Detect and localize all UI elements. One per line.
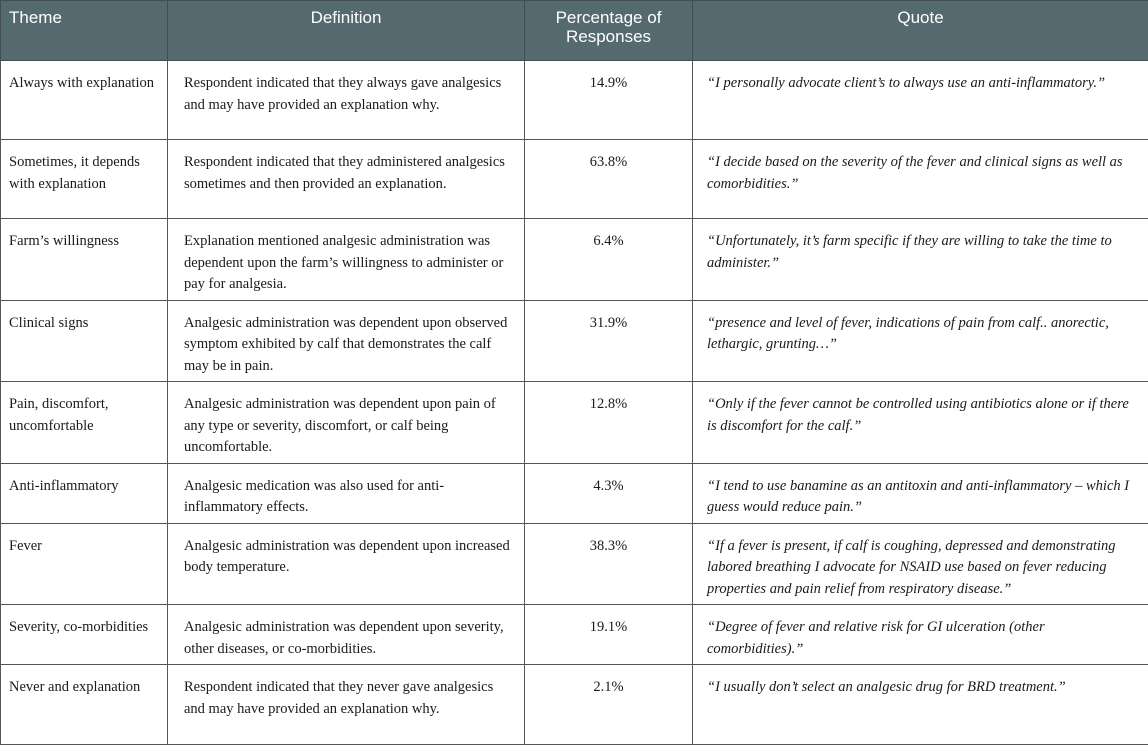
theme-cell: Never and explanation <box>1 665 168 745</box>
definition-cell: Analgesic administration was dependent upon increased body temperature. <box>168 523 525 605</box>
definition-cell: Analgesic medication was also used for anti-inflammatory effects. <box>168 463 525 523</box>
quote-cell: “presence and level of fever, indications of pain from calf.. anorectic, lethargic, grunting…” <box>693 300 1148 382</box>
table-body <box>1 61 1148 745</box>
percentage-cell: 19.1% <box>525 605 693 665</box>
quote-cell: “I decide based on the severity of the fever and clinical signs as well as comorbidities.” <box>693 140 1148 219</box>
theme-cell: Sometimes, it depends with explanation <box>1 140 168 219</box>
table-row <box>1 463 1148 523</box>
table-row <box>1 665 1148 745</box>
percentage-cell: 38.3% <box>525 523 693 605</box>
theme-cell: Always with explanation <box>1 61 168 140</box>
percentage-cell: 6.4% <box>525 219 693 301</box>
table-row <box>1 523 1148 605</box>
header-theme: Theme <box>1 1 168 61</box>
header-row <box>1 1 1148 61</box>
quote-cell: “I usually don’t select an analgesic drug for BRD treatment.” <box>693 665 1148 745</box>
percentage-cell: 31.9% <box>525 300 693 382</box>
theme-cell: Clinical signs <box>1 300 168 382</box>
theme-cell: Severity, co-morbidities <box>1 605 168 665</box>
definition-cell: Analgesic administration was dependent upon severity, other diseases, or co-morbidities. <box>168 605 525 665</box>
quote-cell: “I personally advocate client’s to always use an anti-inflammatory.” <box>693 61 1148 140</box>
quote-cell: “Unfortunately, it’s farm specific if they are willing to take the time to administer.” <box>693 219 1148 301</box>
definition-cell: Analgesic administration was dependent upon observed symptom exhibited by calf that demonstrates the calf may be in pain. <box>168 300 525 382</box>
percentage-cell: 14.9% <box>525 61 693 140</box>
definition-cell: Respondent indicated that they administered analgesics sometimes and then provided an explanation. <box>168 140 525 219</box>
definition-cell: Analgesic administration was dependent upon pain of any type or severity, discomfort, or calf being uncomfortable. <box>168 382 525 464</box>
table-row <box>1 382 1148 464</box>
header-definition: Definition <box>168 1 525 61</box>
table-row <box>1 219 1148 301</box>
quote-cell: “If a fever is present, if calf is coughing, depressed and demonstrating labored breathing I advocate for NSAID use based on fever reducing properties and pain relief from respiratory disease.” <box>693 523 1148 605</box>
percentage-cell: 4.3% <box>525 463 693 523</box>
table-header <box>1 1 1148 61</box>
header-percentage: Percentage of Responses <box>525 1 693 61</box>
header-quote: Quote <box>693 1 1148 61</box>
theme-cell: Farm’s willingness <box>1 219 168 301</box>
quote-cell: “Only if the fever cannot be controlled using antibiotics alone or if there is discomfort for the calf.” <box>693 382 1148 464</box>
quote-cell: “I tend to use banamine as an antitoxin and anti-inflammatory – which I guess would reduce pain.” <box>693 463 1148 523</box>
table-row <box>1 300 1148 382</box>
theme-cell: Anti-inflammatory <box>1 463 168 523</box>
percentage-cell: 2.1% <box>525 665 693 745</box>
percentage-cell: 12.8% <box>525 382 693 464</box>
definition-cell: Respondent indicated that they always gave analgesics and may have provided an explanation why. <box>168 61 525 140</box>
theme-cell: Fever <box>1 523 168 605</box>
table-row <box>1 61 1148 140</box>
definition-cell: Explanation mentioned analgesic administration was dependent upon the farm’s willingness to administer or pay for analgesia. <box>168 219 525 301</box>
theme-cell: Pain, discomfort, uncomfortable <box>1 382 168 464</box>
definition-cell: Respondent indicated that they never gave analgesics and may have provided an explanation why. <box>168 665 525 745</box>
table-row <box>1 140 1148 219</box>
table-row <box>1 605 1148 665</box>
percentage-cell: 63.8% <box>525 140 693 219</box>
quote-cell: “Degree of fever and relative risk for GI ulceration (other comorbidities).” <box>693 605 1148 665</box>
